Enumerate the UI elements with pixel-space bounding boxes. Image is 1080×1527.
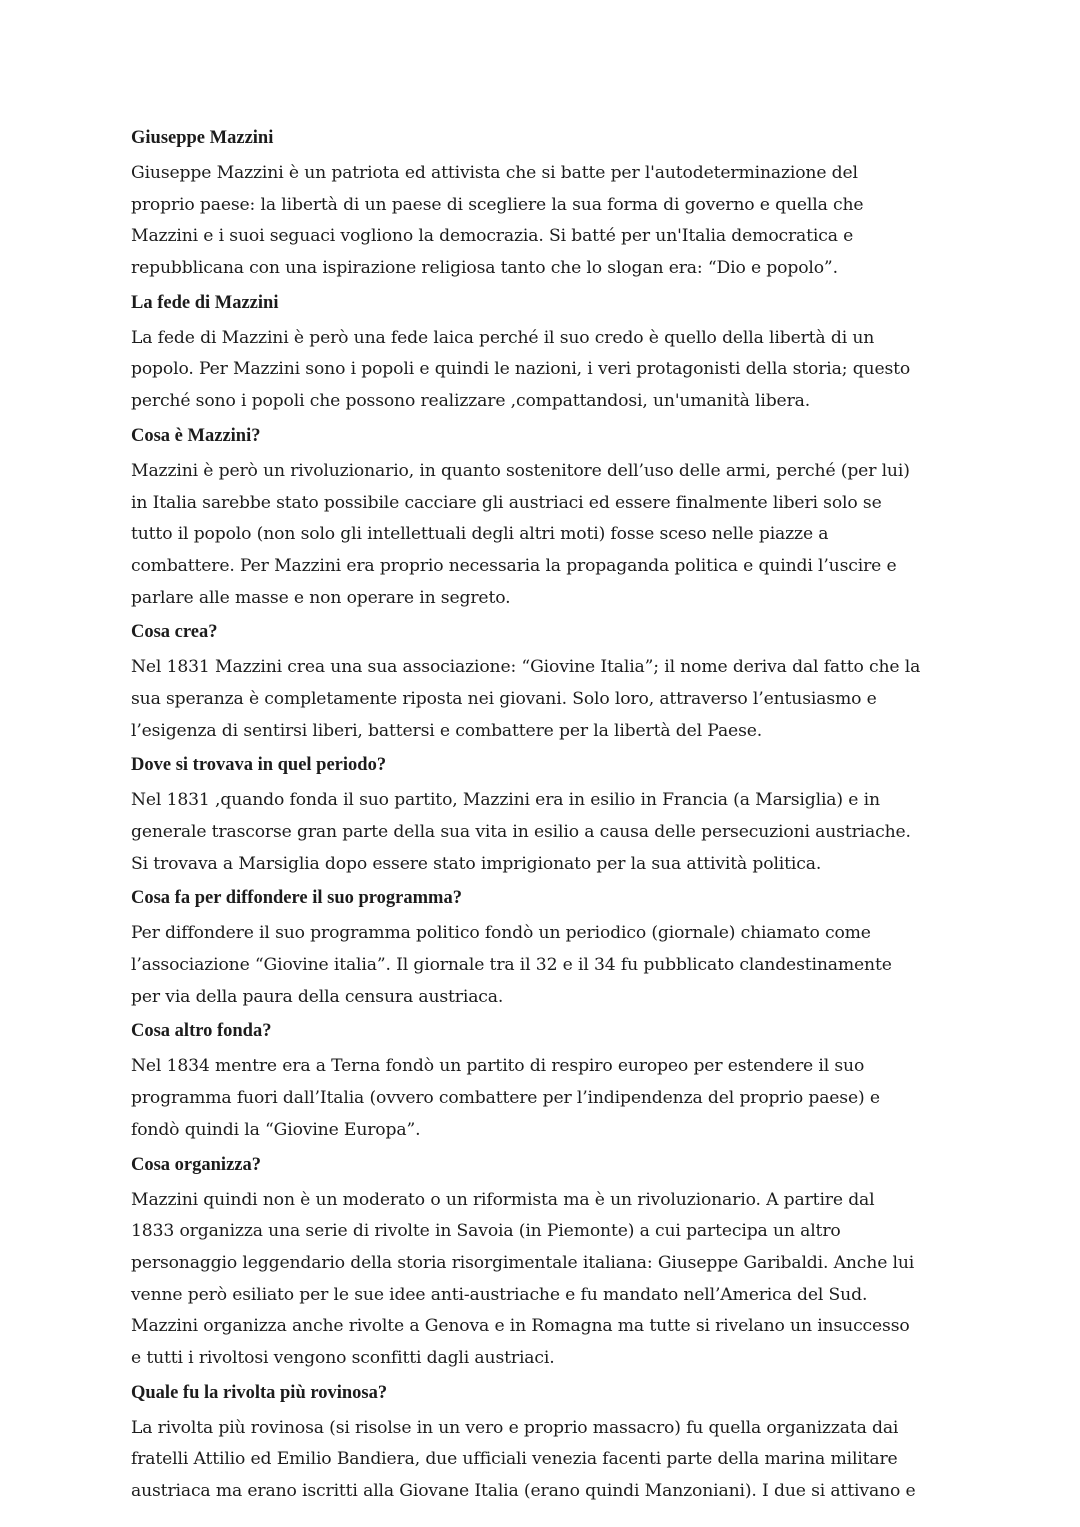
text-line: fondò quindi la “Giovine Europa”. — [131, 1119, 421, 1140]
section-heading: Giuseppe Mazzini — [131, 128, 274, 148]
section-paragraph — [131, 785, 951, 880]
section-dove-si-trovava — [131, 751, 951, 880]
text-line: popolo. Per Mazzini sono i popoli e quindi le nazioni, i veri protagonisti della storia; questo — [131, 359, 911, 380]
section-heading: Dove si trovava in quel periodo? — [131, 755, 387, 776]
text-line: Per diffondere il suo programma politico fondò un periodico (giornale) chiamato come — [131, 923, 871, 944]
text-line: Si trovava a Marsiglia dopo essere stato imprigionato per la sua attività politica. — [131, 853, 822, 874]
text-line: 1833 organizza una serie di rivolte in Savoia (in Piemonte) a cui partecipa un altro — [131, 1221, 841, 1242]
text-line: venne però esiliato per le sue idee anti-austriache e fu mandato nell’America del Sud. — [131, 1284, 868, 1305]
document-page — [131, 124, 951, 1512]
text-line: Nel 1834 mentre era a Terna fondò un partito di respiro europeo per estendere il suo — [131, 1056, 865, 1077]
text-line: Giuseppe Mazzini è un patriota ed attivista che si batte per l'autodeterminazione del — [131, 163, 858, 183]
section-paragraph — [131, 1051, 951, 1146]
text-line: l’esigenza di sentirsi liberi, battersi e combattere per la libertà del Paese. — [131, 720, 763, 741]
section-cosa-altro-fonda — [131, 1017, 951, 1146]
text-line: personaggio leggendario della storia risorgimentale italiana: Giuseppe Garibaldi. Anche lui — [131, 1252, 915, 1273]
section-paragraph — [131, 1185, 951, 1375]
section-heading: Cosa fa per diffondere il suo programma? — [131, 888, 462, 909]
text-line: Mazzini e i suoi seguaci vogliono la democrazia. Si batté per un'Italia democratica e — [131, 226, 854, 247]
section-heading: Cosa organizza? — [131, 1154, 261, 1175]
section-heading: Cosa è Mazzini? — [131, 425, 261, 446]
section-paragraph — [131, 158, 951, 285]
section-paragraph — [131, 652, 951, 747]
text-line: fratelli Attilio ed Emilio Bandiera, due ufficiali venezia facenti parte della marina militare — [131, 1449, 898, 1470]
text-line: Mazzini è però un rivoluzionario, in quanto sostenitore dell’uso delle armi, perché (per lui) — [131, 460, 910, 481]
section-heading: Quale fu la rivolta più rovinosa? — [131, 1382, 388, 1403]
section-cosa-crea — [131, 618, 951, 747]
section-paragraph — [131, 323, 951, 418]
section-giuseppe-mazzini — [131, 124, 951, 285]
text-line: programma fuori dall’Italia (ovvero combattere per l’indipendenza del proprio paese) e — [131, 1088, 880, 1109]
section-paragraph — [131, 918, 951, 1013]
section-cosa-fa-per-diffondere — [131, 884, 951, 1013]
text-line: La rivolta più rovinosa (si risolse in un vero e proprio massacro) fu quella organizzata dai — [131, 1417, 899, 1438]
section-la-fede-di-mazzini — [131, 289, 951, 418]
text-line: austriaca ma erano iscritti alla Giovane Italia (erano quindi Manzoniani). I due si attivano e — [131, 1481, 916, 1501]
text-line: Nel 1831 Mazzini crea una sua associazione: “Giovine Italia”; il nome deriva dal fatto che la — [131, 657, 921, 678]
text-line: per via della paura della censura austriaca. — [131, 986, 504, 1007]
text-line: parlare alle masse e non operare in segreto. — [131, 587, 511, 608]
section-heading: La fede di Mazzini — [131, 292, 279, 313]
section-rivolta-piu-rovinosa — [131, 1379, 951, 1508]
text-line: generale trascorse gran parte della sua vita in esilio a causa delle persecuzioni austriache. — [131, 822, 911, 842]
text-line: proprio paese: la libertà di un paese di scegliere la sua forma di governo e quella che — [131, 194, 864, 215]
text-line: repubblicana con una ispirazione religiosa tanto che lo slogan era: “Dio e popolo”. — [131, 258, 838, 279]
text-line: Mazzini organizza anche rivolte a Genova e in Romagna ma tutte si rivelano un insuccesso — [131, 1316, 910, 1337]
text-line: Nel 1831 ,quando fonda il suo partito, Mazzini era in esilio in Francia (a Marsiglia) e in — [131, 790, 880, 811]
section-paragraph — [131, 1413, 951, 1508]
section-cosa-e-mazzini — [131, 422, 951, 614]
text-line: sua speranza è completamente riposta nei giovani. Solo loro, attraverso l’entusiasmo e — [131, 688, 877, 709]
text-line: combattere. Per Mazzini era proprio necessaria la propaganda politica e quindi l’uscire e — [131, 555, 897, 576]
section-heading: Cosa altro fonda? — [131, 1021, 272, 1042]
text-line: e tutti i rivoltosi vengono sconfitti dagli austriaci. — [131, 1347, 555, 1368]
text-line: perché sono i popoli che possono realizzare ,compattandosi, un'umanità libera. — [131, 391, 811, 412]
text-line: Mazzini quindi non è un moderato o un riformista ma è un rivoluzionario. A partire dal — [131, 1189, 875, 1210]
section-heading: Cosa crea? — [131, 622, 218, 643]
section-paragraph — [131, 456, 951, 614]
text-line: l’associazione “Giovine italia”. Il giornale tra il 32 e il 34 fu pubblicato clandestinamente — [131, 955, 892, 976]
section-cosa-organizza — [131, 1151, 951, 1375]
text-line: in Italia sarebbe stato possibile cacciare gli austriaci ed essere finalmente liberi solo se — [131, 492, 882, 513]
text-line: tutto il popolo (non solo gli intellettuali degli altri moti) fosse sceso nelle piazze a — [131, 524, 829, 545]
text-line: La fede di Mazzini è però una fede laica perché il suo credo è quello della libertà di un — [131, 327, 875, 348]
